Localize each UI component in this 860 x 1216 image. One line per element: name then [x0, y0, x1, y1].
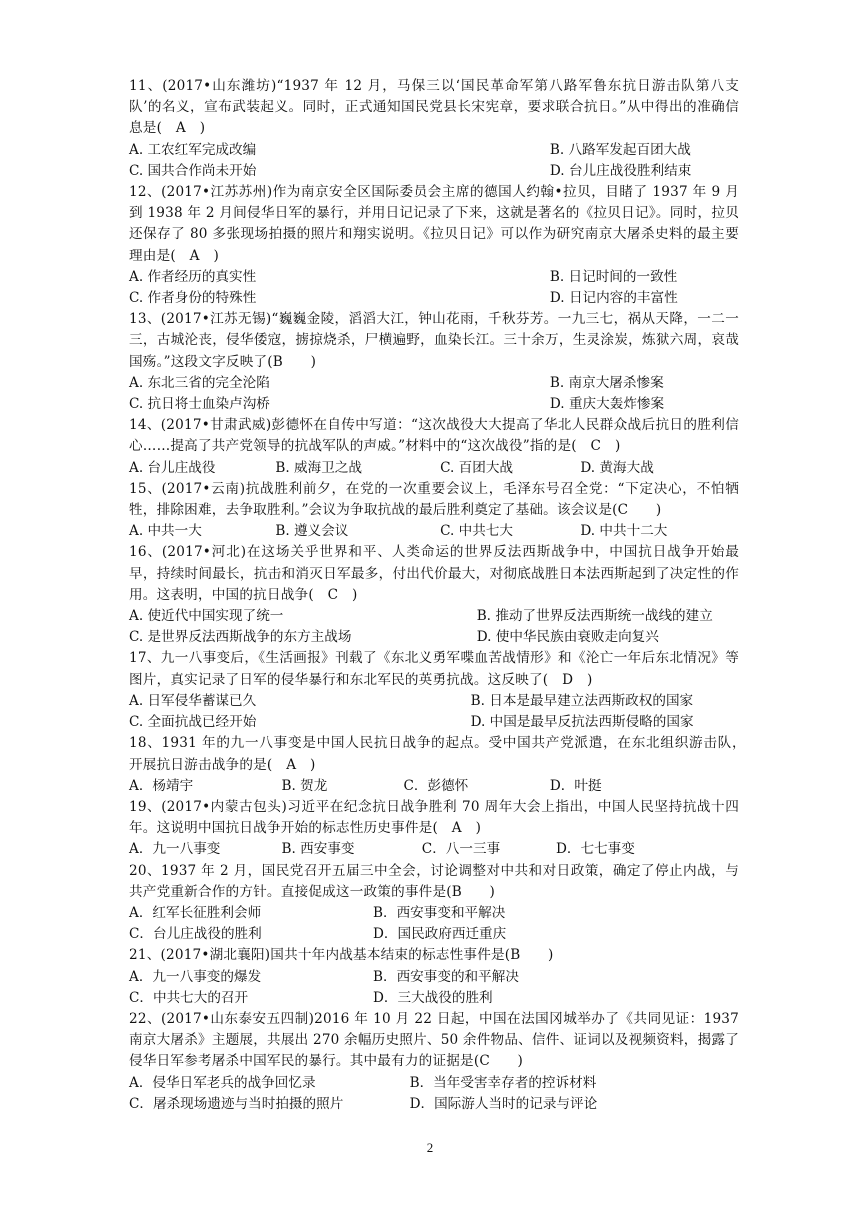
- option-b: B. 八路军发起百团大战: [549, 141, 691, 158]
- option-d: D. 重庆大轰炸惨案: [549, 396, 665, 413]
- option-a: A. 作者经历的真实性: [129, 268, 257, 285]
- option-a: A. 使近代中国实现了统一: [129, 608, 284, 625]
- option-d: D．叶挺: [549, 777, 602, 794]
- question-stem: 22、(2017•山东泰安五四制)2016 年 10 月 22 日起，中国在法国冈城举办了《共同见证：1937 南京大屠杀》主题展，共展出 270 余幅历史照片、50 余件物品、信件、证词以及视频资料，揭露了侵华日军参考屠杀中国军民的暴行。其中最有力的证据是(C ): [129, 1010, 739, 1070]
- question-stem: 16、(2017•河北)在这场关乎世界和平、人类命运的世界反法西斯战争中，中国抗日战争开始最早，持续时间最长，抗击和消灭日军最多，付出代价最大，对彻底战胜日本法西斯起到了决定性的作用。这表明，中国的抗日战争( C ): [129, 544, 739, 603]
- option-d: D．三大战役的胜利: [373, 989, 493, 1006]
- option-a: A. 东北三省的完全沦陷: [129, 374, 270, 391]
- option-b: B．当年受害幸存者的控诉材料: [409, 1074, 597, 1091]
- question-22: [129, 1009, 739, 1115]
- question-stem: 14、(2017•甘肃武威)彭德怀在自传中写道：“这次战役大大提高了华北人民群众战后抗日的胜利信心……提高了共产党领导的抗战军队的声威。”材料中的“这次战役”指的是( C ): [129, 417, 739, 455]
- option-c: C．彭德怀: [403, 777, 469, 794]
- option-list: [129, 967, 739, 1009]
- question-13: [129, 309, 739, 415]
- option-list: [129, 839, 739, 860]
- question-17: [129, 648, 739, 733]
- question-18: [129, 733, 753, 797]
- option-c: C. 抗日将士血染卢沟桥: [129, 396, 270, 413]
- option-c: C. 是世界反法西斯战争的东方主战场: [129, 629, 352, 646]
- option-list: [129, 458, 739, 479]
- option-c: C. 作者身份的特殊性: [129, 290, 257, 307]
- option-list: [129, 1073, 739, 1115]
- question-stem: 18、1931 年的九一八事变是中国人民抗日战争的起点。受中国共产党派遣，在东北组织游击队， 开展抗日游击战争的是( A ): [129, 735, 753, 773]
- question-list: [129, 76, 753, 1115]
- option-b: B. 贺龙: [281, 777, 328, 794]
- option-a: A. 日军侵华蓄谋已久: [129, 692, 257, 709]
- option-list: [129, 903, 739, 945]
- question-15: [129, 479, 739, 543]
- question-stem: 20、1937 年 2 月，国民党召开五届三中全会，讨论调整对中共和对日政策，确定了停止内战，与共产党重新合作的方针。直接促成这一政策的事件是(B ): [129, 862, 739, 900]
- option-b: B. 南京大屠杀惨案: [549, 374, 664, 391]
- option-d: D．国际游人当时的记录与评论: [409, 1095, 598, 1112]
- question-stem: 19、(2017•内蒙古包头)习近平在纪念抗日战争胜利 70 周年大会上指出，中国人民坚持抗战十四年。这说明中国抗日战争开始的标志性历史事件是( A ): [129, 798, 739, 837]
- option-c: C．八一三事: [421, 841, 501, 858]
- question-stem: 17、九一八事变后，《生活画报》刊载了《东北义勇军喋血苦战情形》和《沦亡一年后东北情况》等图片，真实记录了日军的侵华暴行和东北军民的英勇抗战。这反映了( D ): [129, 650, 739, 688]
- option-d: D．国民政府西迁重庆: [373, 926, 507, 943]
- option-b: B. 日本是最早建立法西斯政权的国家: [470, 692, 694, 709]
- option-a: A．九一八事变的爆发: [129, 968, 262, 985]
- question-16: [129, 542, 739, 648]
- question-12: [129, 182, 739, 309]
- question-14: [129, 415, 739, 479]
- option-b: B．西安事变的和平解决: [373, 968, 519, 985]
- option-d: D. 使中华民族由衰败走向复兴: [476, 629, 659, 646]
- option-b: B. 日记时间的一致性: [549, 268, 678, 285]
- question-stem: 12、(2017•江苏苏州)作为南京安全区国际委员会主席的德国人约翰•拉贝，目睹了 1937 年 9 月到 1938 年 2 月间侵华日军的暴行，并用日记记录了下来，这就是著名的《拉贝日记》。同时，拉贝还保存了 80 多张现场拍摄的照片和翔实说明。《拉贝日记》可以作为研究南京大屠杀史料的最主要理由是( A ): [129, 184, 739, 264]
- option-a: A．侵华日军老兵的战争回忆录: [129, 1074, 316, 1091]
- question-11: [129, 76, 739, 182]
- question-stem: 13、(2017•江苏无锡)“巍巍金陵，滔滔大江，钟山花雨，千秋芬芳。一九三七，祸从天降，一二一三，古城沦丧，侵华倭寇，掳掠烧杀，尸横遍野，血染长江。三十余万，生灵涂炭，炼狱六周，哀哉国殇。”这段文字反映了(B ): [129, 311, 739, 370]
- option-b: B. 遵义会议: [275, 523, 349, 540]
- option-d: D. 日记内容的丰富性: [549, 290, 678, 307]
- option-list: [129, 691, 739, 733]
- question-stem: 11、(2017•山东潍坊)“1937 年 12 月，马保三以‘国民革命军第八路军鲁东抗日游击队第八支队’的名义，宣布武装起义。同时，正式通知国民党县长宋宪章，要求联合抗日。”从中得出的准确信息是( A ): [129, 78, 739, 137]
- option-a: A．九一八事变: [129, 841, 221, 858]
- question-stem: 15、(2017•云南)抗战胜利前夕，在党的一次重要会议上，毛泽东号召全党：“下定决心，不怕牺牲，排除困难，去争取胜利。”会议为争取抗战的最后胜利奠定了基础。该会议是(C ): [129, 480, 739, 519]
- page-number: 2: [426, 1140, 434, 1155]
- option-list: [129, 373, 739, 415]
- option-c: C．中共七大的召开: [129, 989, 249, 1006]
- option-c: C. 全面抗战已经开始: [129, 714, 257, 731]
- option-d: D. 黄海大战: [580, 459, 654, 476]
- option-list: [129, 140, 739, 182]
- option-d: D. 中共十二大: [580, 523, 668, 540]
- question-21: [129, 945, 739, 1009]
- option-c: C．屠杀现场遗迹与当时拍摄的照片: [129, 1095, 344, 1112]
- option-c: C．台儿庄战役的胜利: [129, 926, 262, 943]
- option-a: A. 工农红军完成改编: [129, 141, 257, 158]
- question-20: [129, 861, 739, 946]
- option-a: A．杨靖宇: [129, 777, 194, 794]
- option-c: C. 国共合作尚未开始: [129, 162, 257, 179]
- option-c: C. 中共七大: [440, 523, 514, 540]
- option-d: D. 中国是最早反抗法西斯侵略的国家: [470, 714, 694, 731]
- option-d: D. 台儿庄战役胜利结束: [549, 162, 692, 179]
- option-b: B. 威海卫之战: [275, 459, 362, 476]
- option-c: C. 百团大战: [440, 459, 514, 476]
- option-list: [129, 606, 739, 648]
- option-a: A. 中共一大: [129, 523, 202, 540]
- question-19: [129, 797, 739, 861]
- option-d: D．七七事变: [555, 841, 635, 858]
- question-stem: 21、(2017•湖北襄阳)国共十年内战基本结束的标志性事件是(B ): [129, 947, 554, 964]
- option-a: A．红军长征胜利会师: [129, 904, 262, 921]
- option-b: B. 西安事变: [281, 841, 355, 858]
- option-list: [129, 521, 739, 542]
- option-list: [129, 776, 739, 797]
- option-list: [129, 267, 739, 309]
- option-a: A. 台儿庄战役: [129, 459, 216, 476]
- option-b: B．西安事变和平解决: [373, 904, 506, 921]
- option-b: B. 推动了世界反法西斯统一战线的建立: [476, 608, 713, 625]
